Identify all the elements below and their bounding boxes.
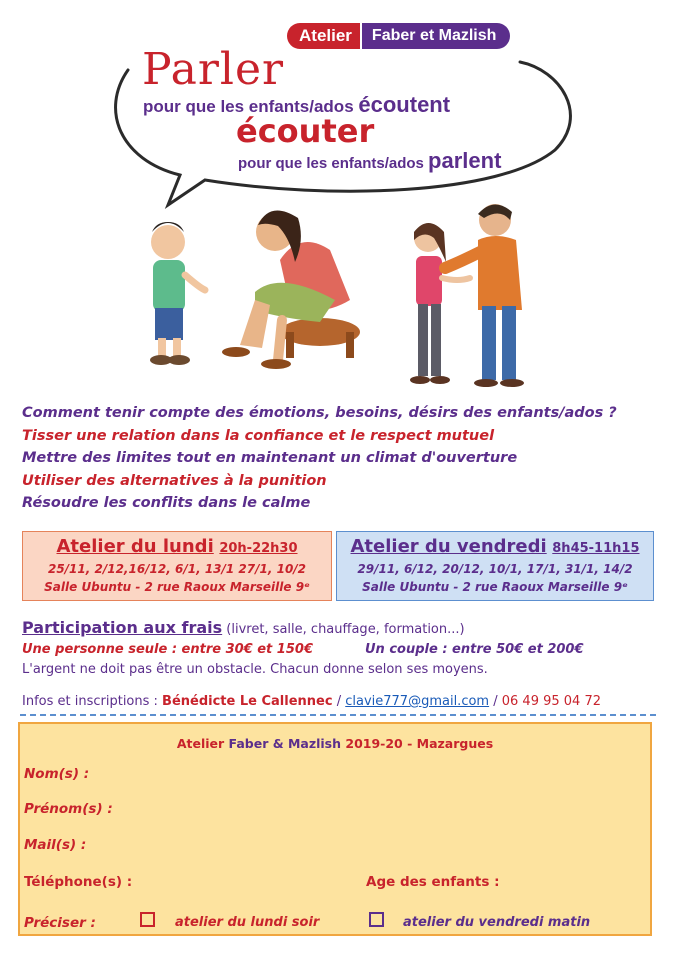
session-friday-time: 8h45-11h15	[552, 541, 640, 556]
price-couple: Un couple : entre 50€ et 200€	[365, 642, 584, 657]
contact-email-link[interactable]: clavie777@gmail.com	[345, 694, 490, 709]
form-title-a: Atelier	[176, 736, 229, 751]
contact-info	[22, 694, 601, 709]
title-line-1-emphasis: écoutent	[358, 92, 451, 117]
title-line-2-text: pour que les enfants/ados	[238, 155, 424, 172]
girl-figure	[410, 223, 470, 384]
badge-faber-mazlish: Faber et Mazlish	[360, 23, 510, 49]
father-figure	[445, 204, 524, 387]
checkbox-lundi[interactable]	[140, 912, 155, 927]
title-line-1-text: pour que les enfants/ados	[143, 97, 354, 116]
participation-heading	[22, 618, 465, 637]
form-title	[20, 736, 650, 751]
key-points	[22, 402, 662, 515]
title-line-2-emphasis: parlent	[428, 148, 502, 173]
contact-phone: 06 49 95 04 72	[501, 694, 601, 709]
point-5: Résoudre les conflits dans le calme	[22, 495, 311, 511]
point-3: Mettre des limites tout en maintenant un climat d'ouverture	[22, 450, 518, 466]
checkbox-vendredi[interactable]	[369, 912, 384, 927]
registration-form	[18, 722, 652, 936]
field-prenom[interactable]: Prénom(s) :	[24, 801, 113, 817]
participation-note: L'argent ne doit pas être un obstacle. Chacun donne selon ses moyens.	[22, 662, 488, 677]
session-monday-place: Salle Ubuntu - 2 rue Raoux Marseille 9ᵉ	[44, 580, 310, 594]
boy-figure	[150, 222, 205, 365]
field-preciser: Préciser :	[24, 915, 96, 931]
mother-figure	[222, 210, 360, 369]
badge-atelier: Atelier	[287, 23, 360, 49]
title-ecouter: écouter	[236, 112, 375, 150]
session-friday-title: Atelier du vendredi	[350, 536, 547, 557]
contact-separator-2: /	[489, 694, 502, 709]
price-single: Une personne seule : entre 30€ et 150€	[22, 642, 313, 657]
form-title-b: Faber & Mazlish	[228, 736, 342, 751]
cut-line-divider	[20, 714, 656, 716]
participation-sub: (livret, salle, chauffage, formation...)	[222, 622, 465, 637]
session-monday-dates: 25/11, 2/12,16/12, 6/1, 13/1 27/1, 10/2	[47, 562, 307, 576]
point-2: Tisser une relation dans la confiance et le respect mutuel	[22, 427, 495, 444]
point-1: Comment tenir compte des émotions, besoins, désirs des enfants/ados ?	[22, 405, 617, 421]
option-lundi-label: atelier du lundi soir	[175, 915, 320, 930]
form-title-c: 2019-20 - Mazargues	[341, 736, 494, 751]
illustration	[0, 0, 676, 400]
field-mail[interactable]: Mail(s) :	[24, 837, 87, 853]
point-4: Utiliser des alternatives à la punition	[22, 472, 327, 489]
session-monday-title: Atelier du lundi	[56, 536, 214, 557]
field-age-enfants[interactable]: Age des enfants :	[366, 874, 500, 890]
session-friday-box	[336, 531, 654, 601]
contact-separator-1: /	[332, 694, 346, 709]
field-telephone[interactable]: Téléphone(s) :	[24, 874, 133, 890]
session-monday-heading	[23, 536, 331, 557]
session-friday-place: Salle Ubuntu - 2 rue Raoux Marseille 9ᵉ	[362, 580, 628, 594]
title-parler: Parler	[142, 44, 285, 95]
contact-label: Infos et inscriptions :	[22, 694, 163, 709]
option-vendredi-label: atelier du vendredi matin	[403, 915, 591, 930]
session-friday-dates: 29/11, 6/12, 20/12, 10/1, 17/1, 31/1, 14/2	[357, 562, 633, 576]
session-monday-time: 20h-22h30	[219, 541, 298, 556]
title-line-2	[238, 148, 501, 174]
field-nom[interactable]: Nom(s) :	[24, 766, 90, 782]
session-monday-box	[22, 531, 332, 601]
participation-label: Participation aux frais	[22, 618, 223, 637]
session-friday-heading	[337, 536, 653, 557]
contact-name: Bénédicte Le Callennec	[162, 694, 333, 709]
